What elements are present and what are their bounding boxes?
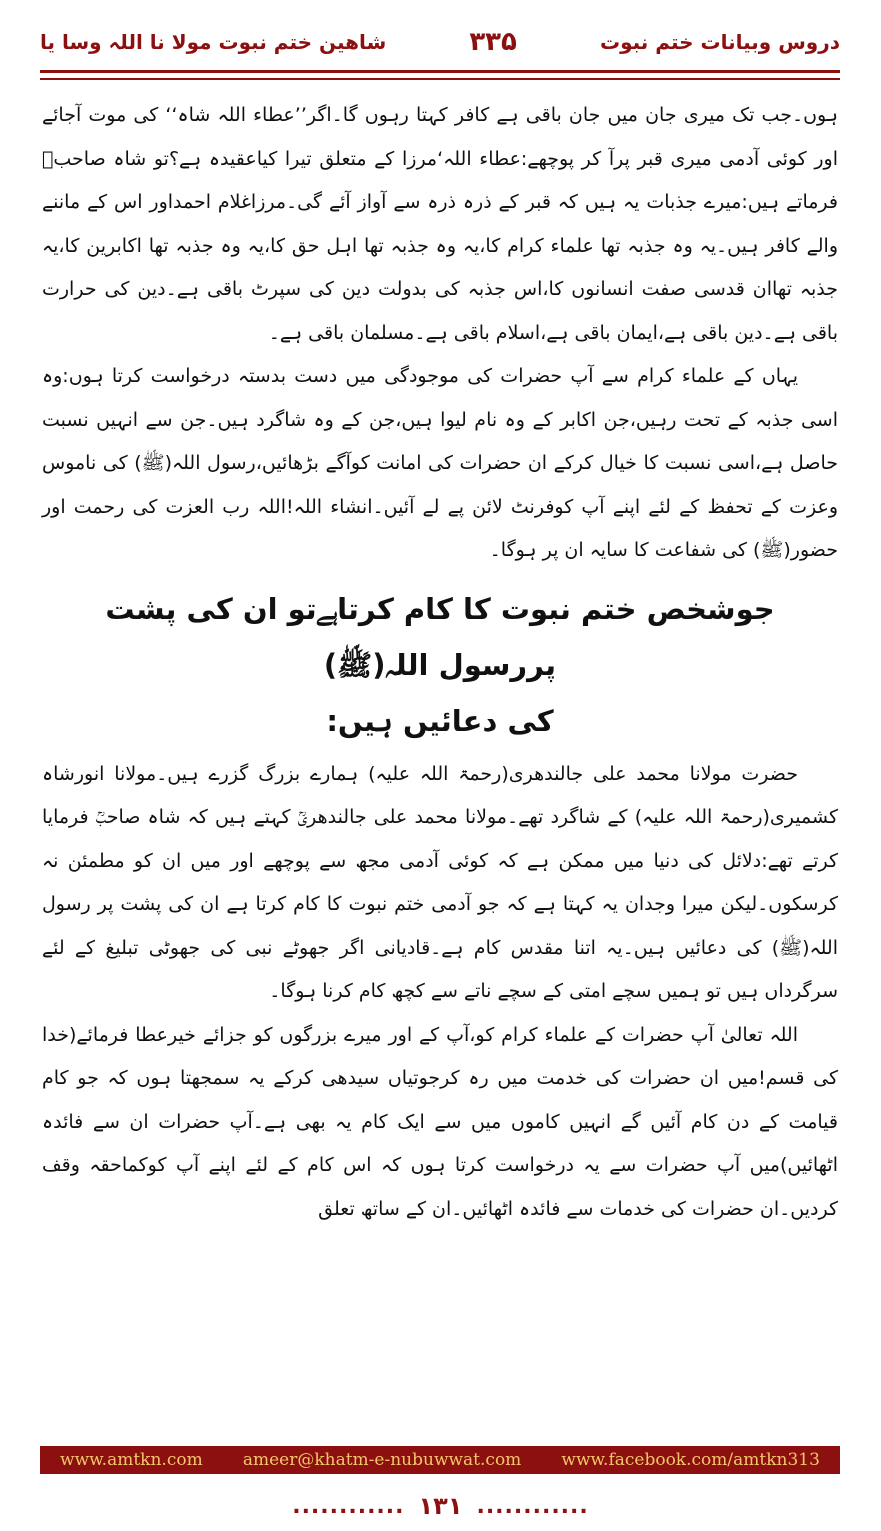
header-rule-top (40, 70, 840, 73)
header-page-number: ۳۳۵ (469, 27, 517, 57)
header-rule-bottom (40, 78, 840, 80)
section-heading-line-2: کی دعائیں ہیں: (326, 703, 554, 738)
page-footer (0, 1488, 881, 1524)
paragraph-4: اللہ تعالیٰ آپ حضرات کے علماء کرام کو،آپ کے اور میرے بزرگوں کو جزائے خیرعطا فرمائے(خدا کی قسم!میں ان حضرات کی خدمت میں رہ کرجوتیاں سیدھی کرکے یہ سمجھتا ہوں کہ جو کام قیامت کے دن کام آئیں گے انہیں کاموں میں سے ایک کام یہ بھی ہے۔آپ حضرات ان سے فائدہ اٹھائیں)میں آپ حضرات سے یہ درخواست کرتا ہوں کہ اس کام کے لئے اپنے آپ کوکماحقہ وقف کردیں۔ان حضرات کی خدمات سے فائدہ اٹھائیں۔ان کے ساتھ تعلق (42, 1023, 838, 1220)
footer-bar (40, 1446, 840, 1474)
series-title: شاھین ختم نبوت مولا نا اللہ وسا یا (40, 30, 387, 54)
book-title: دروس وبیانات ختم نبوت (600, 30, 840, 54)
email-link[interactable]: ameer@khatm-e-nubuwwat.com (242, 1450, 522, 1470)
paragraph-3: حضرت مولانا محمد علی جالندھری(رحمۃ اللہ علیہ) ہمارے بزرگ گزرے ہیں۔مولانا انورشاہ کشمیری(رحمۃ اللہ علیہ) کے شاگرد تھے۔مولانا محمد علی جالندھریؒ کہتے ہیں کہ شاہ صاحبؒ فرمایا کرتے تھے:دلائل کی دنیا میں ممکن ہے کہ کوئی آدمی مجھ سے پوچھے اور میں ان کو مطمئن نہ کرسکوں۔لیکن میرا وجدان یہ کہتا ہے کہ جو آدمی ختم نبوت کا کام کرتا ہے ان کی پشت پر رسول اللہ(ﷺ) کی دعائیں ہیں۔یہ اتنا مقدس کام ہے۔قادیانی اگر جھوٹے نبی کی جھوٹی تبلیغ کے لئے سرگرداں ہیں تو ہمیں سچے امتی کے سچے ناتے سے کچھ کام کرنا ہوگا۔ (42, 762, 838, 1002)
facebook-link[interactable]: www.facebook.com/amtkn313 (561, 1450, 820, 1470)
page-content (42, 94, 838, 1231)
dots-right: ............ (476, 1493, 589, 1519)
paragraph-2: یہاں کے علماء کرام سے آپ حضرات کی موجودگی میں دست بدستہ درخواست کرتا ہوں:وہ اسی جذبہ کے تحت رہیں،جن اکابر کے وہ نام لیوا ہیں،جن کے وہ شاگرد ہیں۔جن سے انہیں نسبت حاصل ہے،اسی نسبت کا خیال کرکے ان حضرات کی امانت کوآگے بڑھائیں،رسول اللہ(ﷺ) کی ناموس وعزت کے تحفظ کے لئے اپنے آپ کوفرنٹ لائن پے لے آئیں۔انشاء اللہ!اللہ رب العزت کی رحمت اور حضور(ﷺ) کی شفاعت کا سایہ ان پر ہوگا۔ (42, 365, 838, 561)
section-heading-line-1: جوشخص ختم نبوت کا کام کرتاہےتو ان کی پشت پررسول اللہ(ﷺ) (105, 591, 775, 682)
paragraph-1: ہوں۔جب تک میری جان میں جان باقی ہے کافر کہتا رہوں گا۔اگر’’عطاء اللہ شاہ‘‘ کی موت آجائے اور کوئی آدمی میری قبر پرآ کر پوچھے:عطاء اللہ‘مرزا کے متعلق تیرا کیاعقیدہ ہے؟تو شاہ صاحبؒ فرماتے ہیں:میرے جذبات یہ ہیں کہ قبر کے ذرہ ذرہ سے آواز آئے گی۔مرزاغلام احمداور اس کے ماننے والے کافر ہیں۔یہ وہ جذبہ تھا علماء کرام کا،یہ وہ جذبہ تھا اہل حق کا،یہ وہ جذبہ تھا اکابرین کا،یہ جذبہ تھاان قدسی صفت انسانوں کا،اس جذبہ کی بدولت دین کی سپرٹ باقی ہے۔دین کی حرارت باقی ہے۔دین باقی ہے،ایمان باقی ہے،اسلام باقی ہے۔مسلمان باقی ہے۔ (42, 104, 838, 344)
page-header (40, 22, 840, 62)
footer-page-number: ۱۳۱ (418, 1492, 463, 1520)
dots-left: ............ (292, 1493, 405, 1519)
section-heading (42, 581, 838, 749)
website-link[interactable]: www.amtkn.com (60, 1450, 203, 1470)
